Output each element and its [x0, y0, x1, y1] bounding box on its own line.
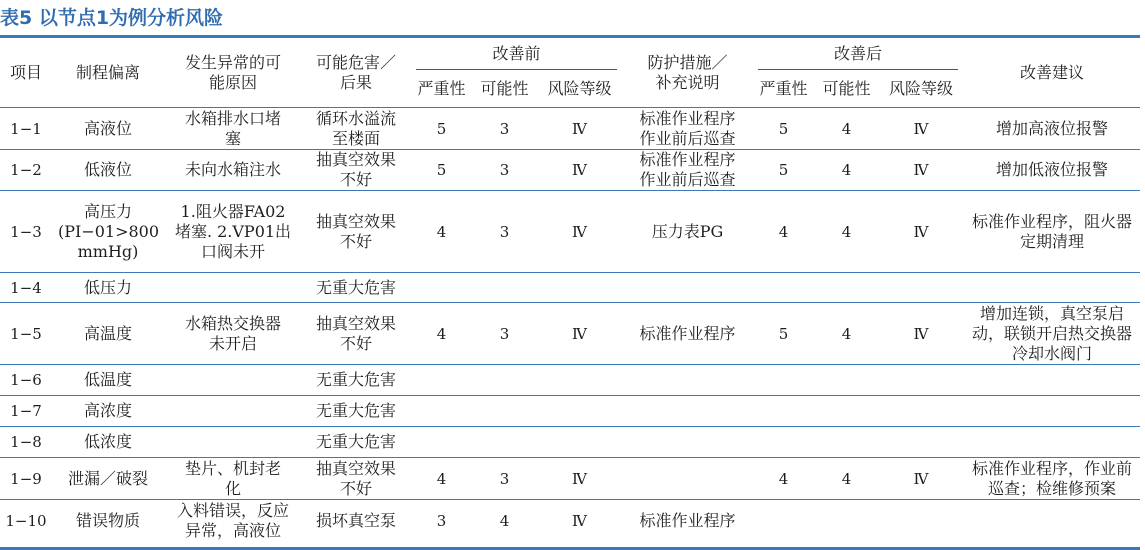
header-before-likelihood: 可能性: [473, 70, 536, 108]
cell-likelihood-after: 4: [815, 191, 878, 273]
cell-severity-before: [410, 273, 473, 303]
cell-cause: [164, 396, 302, 427]
cell-risk-after: Ⅳ: [878, 303, 964, 365]
table-row: [0, 365, 1140, 396]
cell-likelihood-after: [815, 500, 878, 543]
cell-likelihood-before: 3: [473, 191, 536, 273]
cell-item: 1−1: [0, 108, 52, 150]
cell-likelihood-after: 4: [815, 150, 878, 191]
cell-likelihood-before: [473, 396, 536, 427]
cell-risk-after: [878, 365, 964, 396]
cell-cause: 入料错误，反应异常，高液位: [176, 501, 289, 541]
cell-deviation: 低浓度: [52, 427, 164, 458]
header-protection: 防护措施／补充说明: [623, 38, 752, 108]
cell-likelihood-before: 3: [473, 303, 536, 365]
header-consequence: 可能危害／后果: [302, 38, 410, 108]
cell-suggestion: [964, 396, 1140, 427]
header-item: 项目: [0, 38, 52, 108]
cell-risk-before: [536, 396, 623, 427]
cell-item: 1−9: [0, 458, 52, 500]
cell-risk-before: Ⅳ: [536, 108, 623, 150]
cell-consequence: 抽真空效果不好: [302, 458, 410, 500]
table-row: [0, 303, 1140, 365]
table-row: [0, 458, 1140, 500]
cell-risk-before: Ⅳ: [536, 303, 623, 365]
risk-analysis-table: [0, 38, 1140, 543]
cell-risk-before: Ⅳ: [572, 512, 587, 531]
header-before-severity: 严重性: [410, 70, 473, 108]
cell-likelihood-before: 3: [473, 108, 536, 150]
cell-likelihood-before: [473, 365, 536, 396]
cell-severity-after: [752, 396, 815, 427]
cell-severity-after: [752, 427, 815, 458]
table-row: [0, 500, 1140, 543]
cell-risk-before: [536, 365, 623, 396]
cell-consequence: 循环水溢流至楼面: [302, 108, 410, 150]
cell-deviation: 低压力: [52, 273, 164, 303]
cell-suggestion: [964, 427, 1140, 458]
cell-consequence: 无重大危害: [302, 365, 410, 396]
cell-severity-after: [752, 273, 815, 303]
cell-item: 1−2: [0, 150, 52, 191]
cell-suggestion: 增加连锁，真空泵启动，联锁开启热交换器冷却水阀门: [964, 303, 1140, 365]
cell-likelihood-before: [473, 273, 536, 303]
cell-risk-after: Ⅳ: [878, 150, 964, 191]
cell-severity-before: 4: [410, 458, 473, 500]
cell-suggestion: 标准作业程序，作业前巡查；检维修预案: [964, 458, 1140, 500]
header-after-severity: 严重性: [752, 70, 815, 108]
cell-suggestion: [964, 365, 1140, 396]
risk-table-frame: [0, 35, 1140, 550]
table-row: [0, 396, 1140, 427]
table-row: [0, 273, 1140, 303]
table-row: [0, 427, 1140, 458]
cell-severity-before: 3: [436, 512, 447, 531]
cell-protection: 标准作业程序作业前后巡查: [623, 150, 752, 191]
cell-severity-before: 5: [410, 150, 473, 191]
cell-likelihood-after: [815, 365, 878, 396]
cell-item: 1−4: [0, 273, 52, 303]
cell-item: 1−8: [0, 427, 52, 458]
cell-protection: 压力表PG: [623, 191, 752, 273]
cell-cause: 未向水箱注水: [164, 150, 302, 191]
cell-deviation: 高浓度: [52, 396, 164, 427]
cell-cause: 1.阻火器FA02堵塞. 2.VP01出口阀未开: [164, 191, 302, 273]
header-after-risk-level: 风险等级: [878, 70, 964, 108]
cell-severity-after: 5: [752, 108, 815, 150]
cell-deviation: 高压力(PI−01>800 mmHg): [52, 191, 164, 273]
cell-risk-after: Ⅳ: [878, 191, 964, 273]
cell-cause: [164, 273, 302, 303]
cell-item: 1−5: [0, 303, 52, 365]
table-row: [0, 108, 1140, 150]
cell-severity-after: 4: [752, 458, 815, 500]
cell-likelihood-after: [815, 396, 878, 427]
header-after-likelihood: 可能性: [815, 70, 878, 108]
cell-suggestion: [964, 273, 1140, 303]
cell-severity-before: [410, 365, 473, 396]
header-before-risk-level: 风险等级: [536, 70, 623, 108]
cell-consequence: 无重大危害: [302, 396, 410, 427]
cell-cause: 水箱热交换器未开启: [164, 303, 302, 365]
cell-risk-after: Ⅳ: [878, 458, 964, 500]
cell-severity-after: [752, 365, 815, 396]
cell-protection: [623, 427, 752, 458]
cell-deviation: 高液位: [52, 108, 164, 150]
cell-consequence: 抽真空效果不好: [302, 303, 410, 365]
cell-risk-after: Ⅳ: [878, 108, 964, 150]
cell-deviation: 错误物质: [75, 511, 140, 531]
cell-consequence: 抽真空效果不好: [302, 191, 410, 273]
cell-risk-before: Ⅳ: [536, 150, 623, 191]
cell-likelihood-after: [815, 273, 878, 303]
cell-item: 1−3: [0, 191, 52, 273]
cell-consequence: 损坏真空泵: [315, 511, 396, 531]
cell-severity-after: 5: [752, 303, 815, 365]
cell-protection: [623, 458, 752, 500]
cell-cause: 垫片、机封老化: [164, 458, 302, 500]
cell-severity-after: [752, 500, 815, 543]
cell-likelihood-after: 4: [815, 303, 878, 365]
cell-risk-after: [878, 500, 964, 543]
cell-suggestion: [964, 500, 1140, 543]
cell-likelihood-before: 3: [473, 150, 536, 191]
cell-likelihood-before: [473, 427, 536, 458]
header-suggestion: 改善建议: [964, 38, 1140, 108]
cell-suggestion: 增加高液位报警: [964, 108, 1140, 150]
cell-deviation: 低液位: [52, 150, 164, 191]
cell-risk-before: [536, 273, 623, 303]
cell-suggestion: 标准作业程序，阻火器定期清理: [964, 191, 1140, 273]
cell-deviation: 泄漏／破裂: [52, 458, 164, 500]
cell-protection: 标准作业程序: [623, 303, 752, 365]
cell-consequence: 无重大危害: [302, 427, 410, 458]
cell-likelihood-after: 4: [815, 458, 878, 500]
cell-cause: [164, 365, 302, 396]
cell-severity-after: 5: [752, 150, 815, 191]
cell-consequence: 抽真空效果不好: [302, 150, 410, 191]
table-title: 表5 以节点1为例分析风险: [0, 7, 224, 29]
cell-consequence: 无重大危害: [302, 273, 410, 303]
header-cause: 发生异常的可能原因: [164, 38, 302, 108]
cell-severity-before: [410, 396, 473, 427]
cell-risk-after: [878, 427, 964, 458]
cell-cause: [164, 427, 302, 458]
header-before: 改善前: [410, 38, 623, 70]
cell-suggestion: 增加低液位报警: [964, 150, 1140, 191]
cell-risk-after: [878, 396, 964, 427]
cell-likelihood-after: 4: [815, 108, 878, 150]
table-row: [0, 150, 1140, 191]
cell-item: 1−6: [0, 365, 52, 396]
cell-risk-before: [536, 427, 623, 458]
cell-severity-before: 4: [410, 303, 473, 365]
cell-protection: 标准作业程序: [639, 511, 736, 531]
cell-risk-before: Ⅳ: [536, 458, 623, 500]
cell-risk-after: [878, 273, 964, 303]
cell-protection: [623, 273, 752, 303]
cell-risk-before: Ⅳ: [536, 191, 623, 273]
header-after: 改善后: [752, 38, 964, 70]
table-row: [0, 191, 1140, 273]
cell-protection: [623, 396, 752, 427]
cell-severity-before: [410, 427, 473, 458]
header-deviation: 制程偏离: [52, 38, 164, 108]
cell-likelihood-before: 4: [499, 512, 510, 531]
cell-item: 1−7: [0, 396, 52, 427]
cell-protection: [623, 365, 752, 396]
cell-severity-before: 5: [410, 108, 473, 150]
cell-item: 1−10: [5, 512, 47, 531]
cell-severity-after: 4: [752, 191, 815, 273]
cell-likelihood-after: [815, 427, 878, 458]
cell-cause: 水箱排水口堵塞: [164, 108, 302, 150]
cell-protection: 标准作业程序作业前后巡查: [623, 108, 752, 150]
cell-deviation: 高温度: [52, 303, 164, 365]
cell-severity-before: 4: [410, 191, 473, 273]
cell-likelihood-before: 3: [473, 458, 536, 500]
cell-deviation: 低温度: [52, 365, 164, 396]
